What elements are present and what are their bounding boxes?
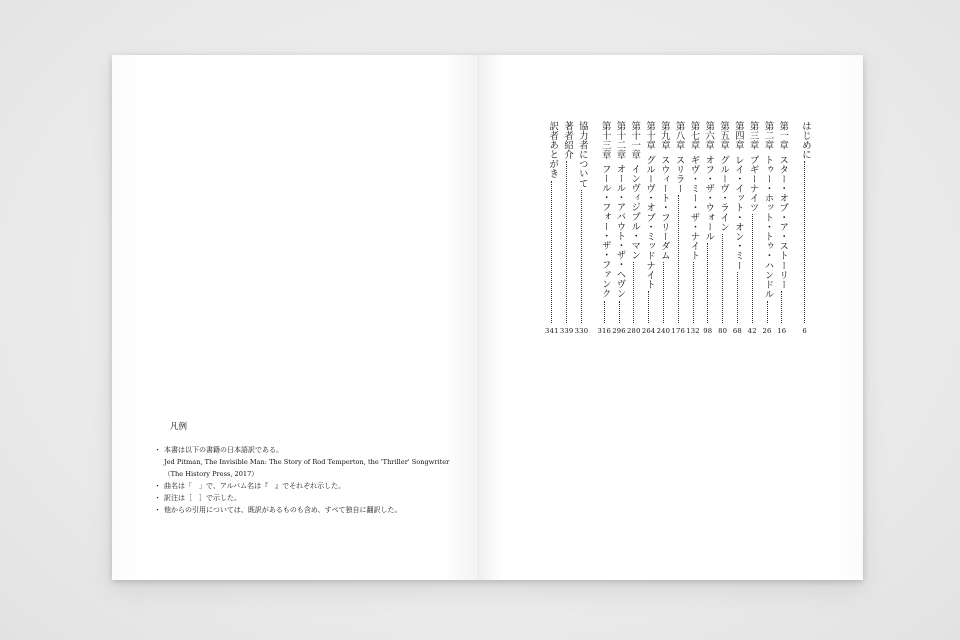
- toc-page-number: 42: [747, 327, 757, 335]
- toc-entry[interactable]: [715, 121, 730, 335]
- toc-leader-dots: [566, 161, 567, 323]
- toc-chapter-label: 著者紹介: [562, 121, 574, 160]
- toc-leader-dots: [663, 262, 664, 323]
- toc-chapter-label: 第三章: [747, 121, 759, 150]
- toc-leader-dots: [722, 234, 723, 323]
- toc-entry[interactable]: [597, 121, 612, 335]
- note-item: [154, 504, 474, 516]
- toc-entry[interactable]: [774, 121, 789, 335]
- toc-chapter-title: レイ・イット・オン・ミー: [732, 154, 744, 270]
- toc-page-number: 16: [777, 327, 787, 335]
- toc-leader-dots: [693, 262, 694, 323]
- toc-chapter-label: 第五章: [718, 121, 730, 150]
- toc-chapter-title: インヴィジブル・マン: [629, 164, 641, 261]
- table-of-contents: [544, 121, 812, 335]
- book-spread: [112, 55, 863, 580]
- right-page: [480, 55, 863, 580]
- toc-page-number: 176: [671, 327, 685, 335]
- toc-entry[interactable]: [612, 121, 627, 335]
- toc-chapter-title: オール・アバウト・ザ・ヘヴン: [614, 164, 626, 299]
- toc-leader-dots: [767, 301, 768, 323]
- note-item: [154, 480, 474, 492]
- note-text: 本書は以下の書籍の日本語訳である。: [164, 446, 283, 454]
- toc-entry[interactable]: [686, 121, 701, 335]
- toc-entry[interactable]: [671, 121, 686, 335]
- toc-page-number: 26: [762, 327, 772, 335]
- note-item: [154, 444, 474, 456]
- toc-entry[interactable]: [730, 121, 745, 335]
- editorial-notes: [154, 420, 474, 516]
- toc-page-number: 280: [627, 327, 641, 335]
- notes-title: 凡例: [170, 422, 188, 432]
- toc-page-number: 339: [559, 327, 574, 335]
- toc-entry[interactable]: [559, 121, 574, 335]
- note-bullet: ・: [154, 494, 161, 502]
- toc-chapter-label: 訳者あとがき: [547, 121, 559, 179]
- toc-page-number: 264: [641, 327, 656, 335]
- note-bullet: ・: [154, 446, 161, 454]
- toc-page-number: 80: [718, 327, 728, 335]
- note-item: [154, 468, 474, 480]
- toc-spacer: [589, 121, 597, 335]
- toc-chapter-label: 第一章: [777, 121, 789, 150]
- toc-leader-dots: [781, 291, 782, 323]
- toc-chapter-label: 第十二章: [614, 121, 626, 160]
- toc-chapter-label: 第二章: [762, 121, 774, 150]
- toc-chapter-label: 第九章: [658, 121, 670, 150]
- note-text: Jed Pitman, The Invisible Man: The Story of Rod Temperton, the 'Thriller' Songwriter: [164, 458, 450, 466]
- toc-page-number: 68: [732, 327, 742, 335]
- toc-entry[interactable]: [626, 121, 641, 335]
- toc-chapter-label: 協力者について: [576, 121, 588, 189]
- toc-leader-dots: [633, 262, 634, 323]
- toc-entry[interactable]: [656, 121, 671, 335]
- toc-leader-dots: [648, 291, 649, 323]
- toc-leader-dots: [707, 243, 708, 323]
- toc-page-number: 6: [802, 327, 807, 335]
- toc-chapter-title: ギヴ・ミー・ザ・ナイト: [688, 154, 700, 261]
- toc-chapter-label: 第七章: [688, 121, 700, 150]
- toc-leader-dots: [804, 161, 805, 323]
- toc-chapter-title: スター・オブ・ア・ストーリー: [777, 154, 789, 290]
- note-bullet: ・: [154, 506, 161, 514]
- toc-chapter-title: グルーヴ・オブ・ミッドナイト: [644, 154, 656, 290]
- toc-chapter-title: ブギーナイツ: [747, 154, 759, 213]
- toc-entry[interactable]: [797, 121, 812, 335]
- toc-page-number: 240: [656, 327, 671, 335]
- toc-entry[interactable]: [641, 121, 656, 335]
- toc-page-number: 341: [545, 327, 559, 335]
- toc-chapter-label: 第十一章: [629, 121, 641, 160]
- toc-page-number: 316: [597, 327, 612, 335]
- left-page: [112, 55, 480, 580]
- toc-chapter-title: グルーヴ・ライン: [718, 154, 730, 232]
- note-text: （The History Press, 2017）: [164, 470, 258, 478]
- toc-entry[interactable]: [574, 121, 589, 335]
- toc-leader-dots: [619, 301, 620, 323]
- toc-chapter-label: はじめに: [800, 121, 811, 160]
- toc-chapter-label: 第六章: [703, 121, 715, 150]
- toc-entry[interactable]: [745, 121, 760, 335]
- toc-leader-dots: [752, 214, 753, 323]
- toc-leader-dots: [678, 195, 679, 323]
- toc-chapter-title: オフ・ザ・ウォール: [703, 154, 715, 242]
- note-text: 曲名は「 」で、アルバム名は『 』でそれぞれ示した。: [164, 482, 346, 490]
- toc-chapter-title: フール・フォー・ザ・ファンク: [599, 164, 611, 299]
- toc-page-number: 296: [612, 327, 626, 335]
- toc-page-number: 330: [574, 327, 589, 335]
- toc-chapter-label: 第十三章: [599, 121, 611, 160]
- notes-list: [154, 444, 474, 516]
- toc-chapter-title: トゥー・ホット・トゥ・ハンドル: [762, 154, 774, 299]
- toc-leader-dots: [604, 301, 605, 323]
- toc-leader-dots: [581, 190, 582, 323]
- toc-entry[interactable]: [544, 121, 559, 335]
- toc-chapter-label: 第八章: [673, 121, 685, 150]
- toc-spacer: [789, 121, 797, 335]
- toc-page-number: 132: [686, 327, 700, 335]
- toc-page-number: 98: [703, 327, 713, 335]
- toc-entry[interactable]: [700, 121, 715, 335]
- note-text: 他からの引用については、既訳があるものも含め、すべて独自に翻訳した。: [164, 506, 402, 514]
- toc-chapter-label: 第四章: [732, 121, 744, 150]
- note-text: 訳注は［ ］で示した。: [164, 494, 241, 502]
- toc-leader-dots: [737, 272, 738, 323]
- toc-entry[interactable]: [760, 121, 775, 335]
- toc-chapter-label: 第十章: [644, 121, 656, 150]
- note-item: [154, 456, 474, 468]
- note-item: [154, 492, 474, 504]
- toc-chapter-title: スリラー: [673, 154, 685, 194]
- toc-chapter-title: スウィート・フリーダム: [658, 154, 670, 261]
- note-bullet: ・: [154, 482, 161, 490]
- toc-leader-dots: [551, 181, 552, 323]
